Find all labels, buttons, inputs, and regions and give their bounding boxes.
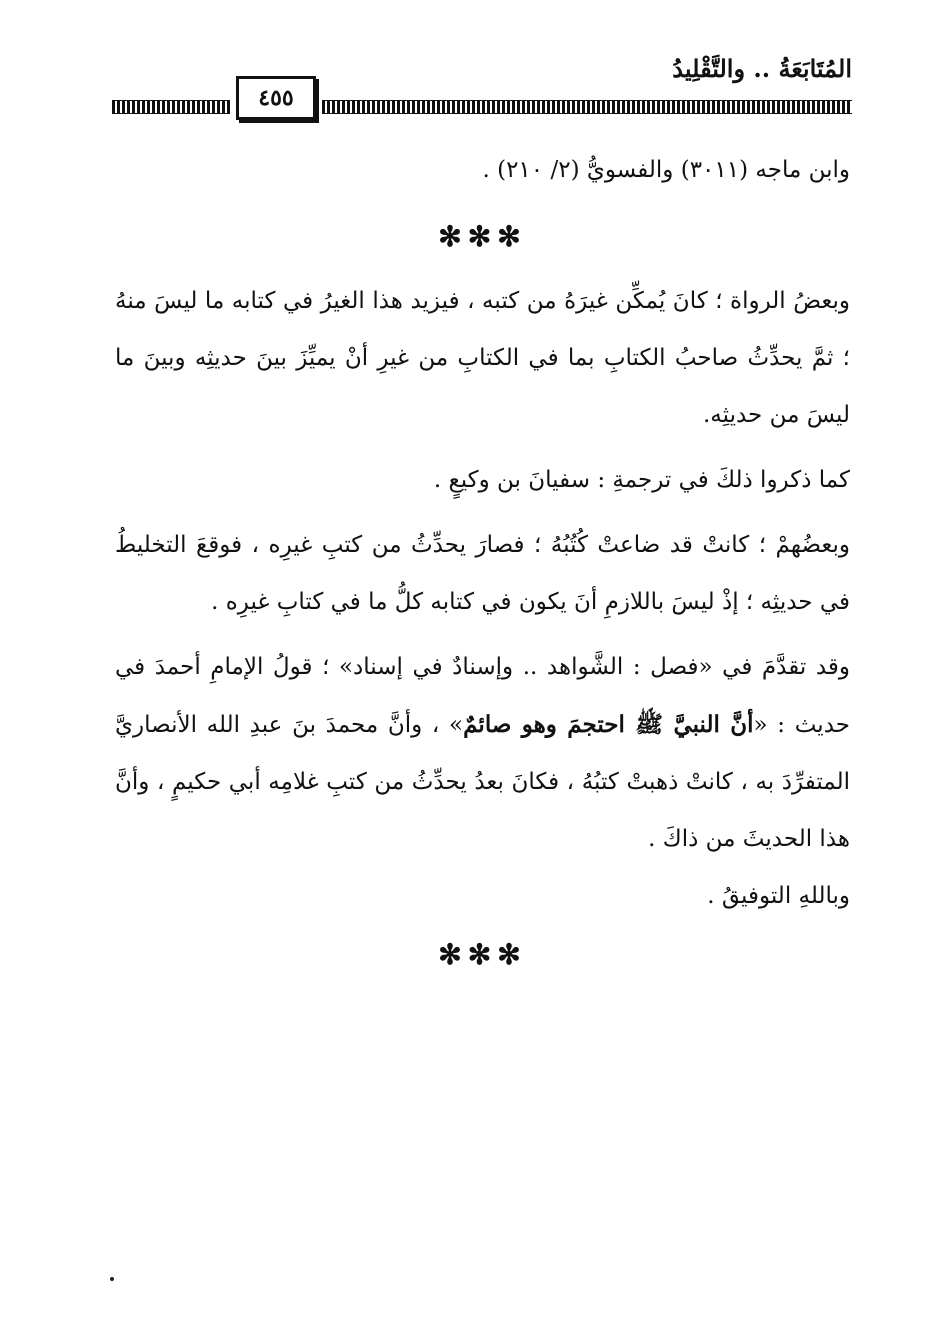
- asterism-separator-bottom: ✻✻✻: [438, 938, 527, 971]
- paragraph-sufyan-ibn-waki: كما ذكروا ذلكَ في ترجمةِ : سفيانَ بن وكيعٍ .: [433, 467, 850, 493]
- header-rule-right: [322, 100, 852, 114]
- page-number-text: ٤٥٥: [258, 85, 294, 111]
- asterism-separator-top: ✻✻✻: [438, 220, 527, 253]
- paragraph-narrators-copies: وبعضُ الرواة ؛ كانَ يُمكِّن غيرَهُ من كتبه ، فيزيد هذا الغيرُ في كتابه ما ليسَ منهُ ؛ ثمَّ يحدِّثُ صاحبُ الكتابِ بما في الكتابِ من غيرِ أنْ يميِّزَ بينَ حديثِه وبينَ ما ليسَ من حديثِه.: [115, 288, 850, 428]
- paragraph-ahmad-hadith-start: وقد تقدَّمَ في «فصل : الشَّواهد .. وإسنادٌ في إسناد» ؛ قولُ الإمامِ أحمدَ في حديث : «: [115, 654, 850, 738]
- paragraph-ahmad-hadith-end: » ، وأنَّ محمدَ بنَ عبدِ الله الأنصاريَّ المتفرِّدَ به ، كانتْ ذهبتْ كتبُهُ ، فكانَ بعدُ يحدِّثُ من كتبِ غلامِه أبي حكيمٍ ، وأنَّ هذا الحديثَ من ذاكَ .: [115, 712, 850, 852]
- page-header: [112, 52, 852, 122]
- paragraph-ahmad-hadith: [115, 639, 850, 868]
- page-number: [236, 76, 316, 120]
- paragraph-lost-books: وبعضُهمْ ؛ كانتْ قد ضاعتْ كُتُبُهُ ؛ فصارَ يحدِّثُ من كتبِ غيرِه ، فوقعَ التخليطُ في حديثِه ؛ إذْ ليسَ باللازمِ أنَ يكون في كتابه كلُّ ما في كتابِ غيرِه .: [115, 532, 850, 615]
- scan-speck: [110, 1277, 114, 1281]
- closing-line: وباللهِ التوفيقُ .: [707, 883, 850, 909]
- running-title: المُتَابَعَةُ .. والتَّقْلِيدُ: [672, 54, 852, 83]
- header-rule-left: [112, 100, 230, 114]
- reference-line: وابن ماجه (٣٠١١) والفسويُّ (٢/ ٢١٠) .: [482, 157, 850, 183]
- hadith-quote: أنَّ النبيَّ ﷺ احتجمَ وهو صائمٌ: [463, 711, 754, 738]
- body-text: [115, 142, 850, 991]
